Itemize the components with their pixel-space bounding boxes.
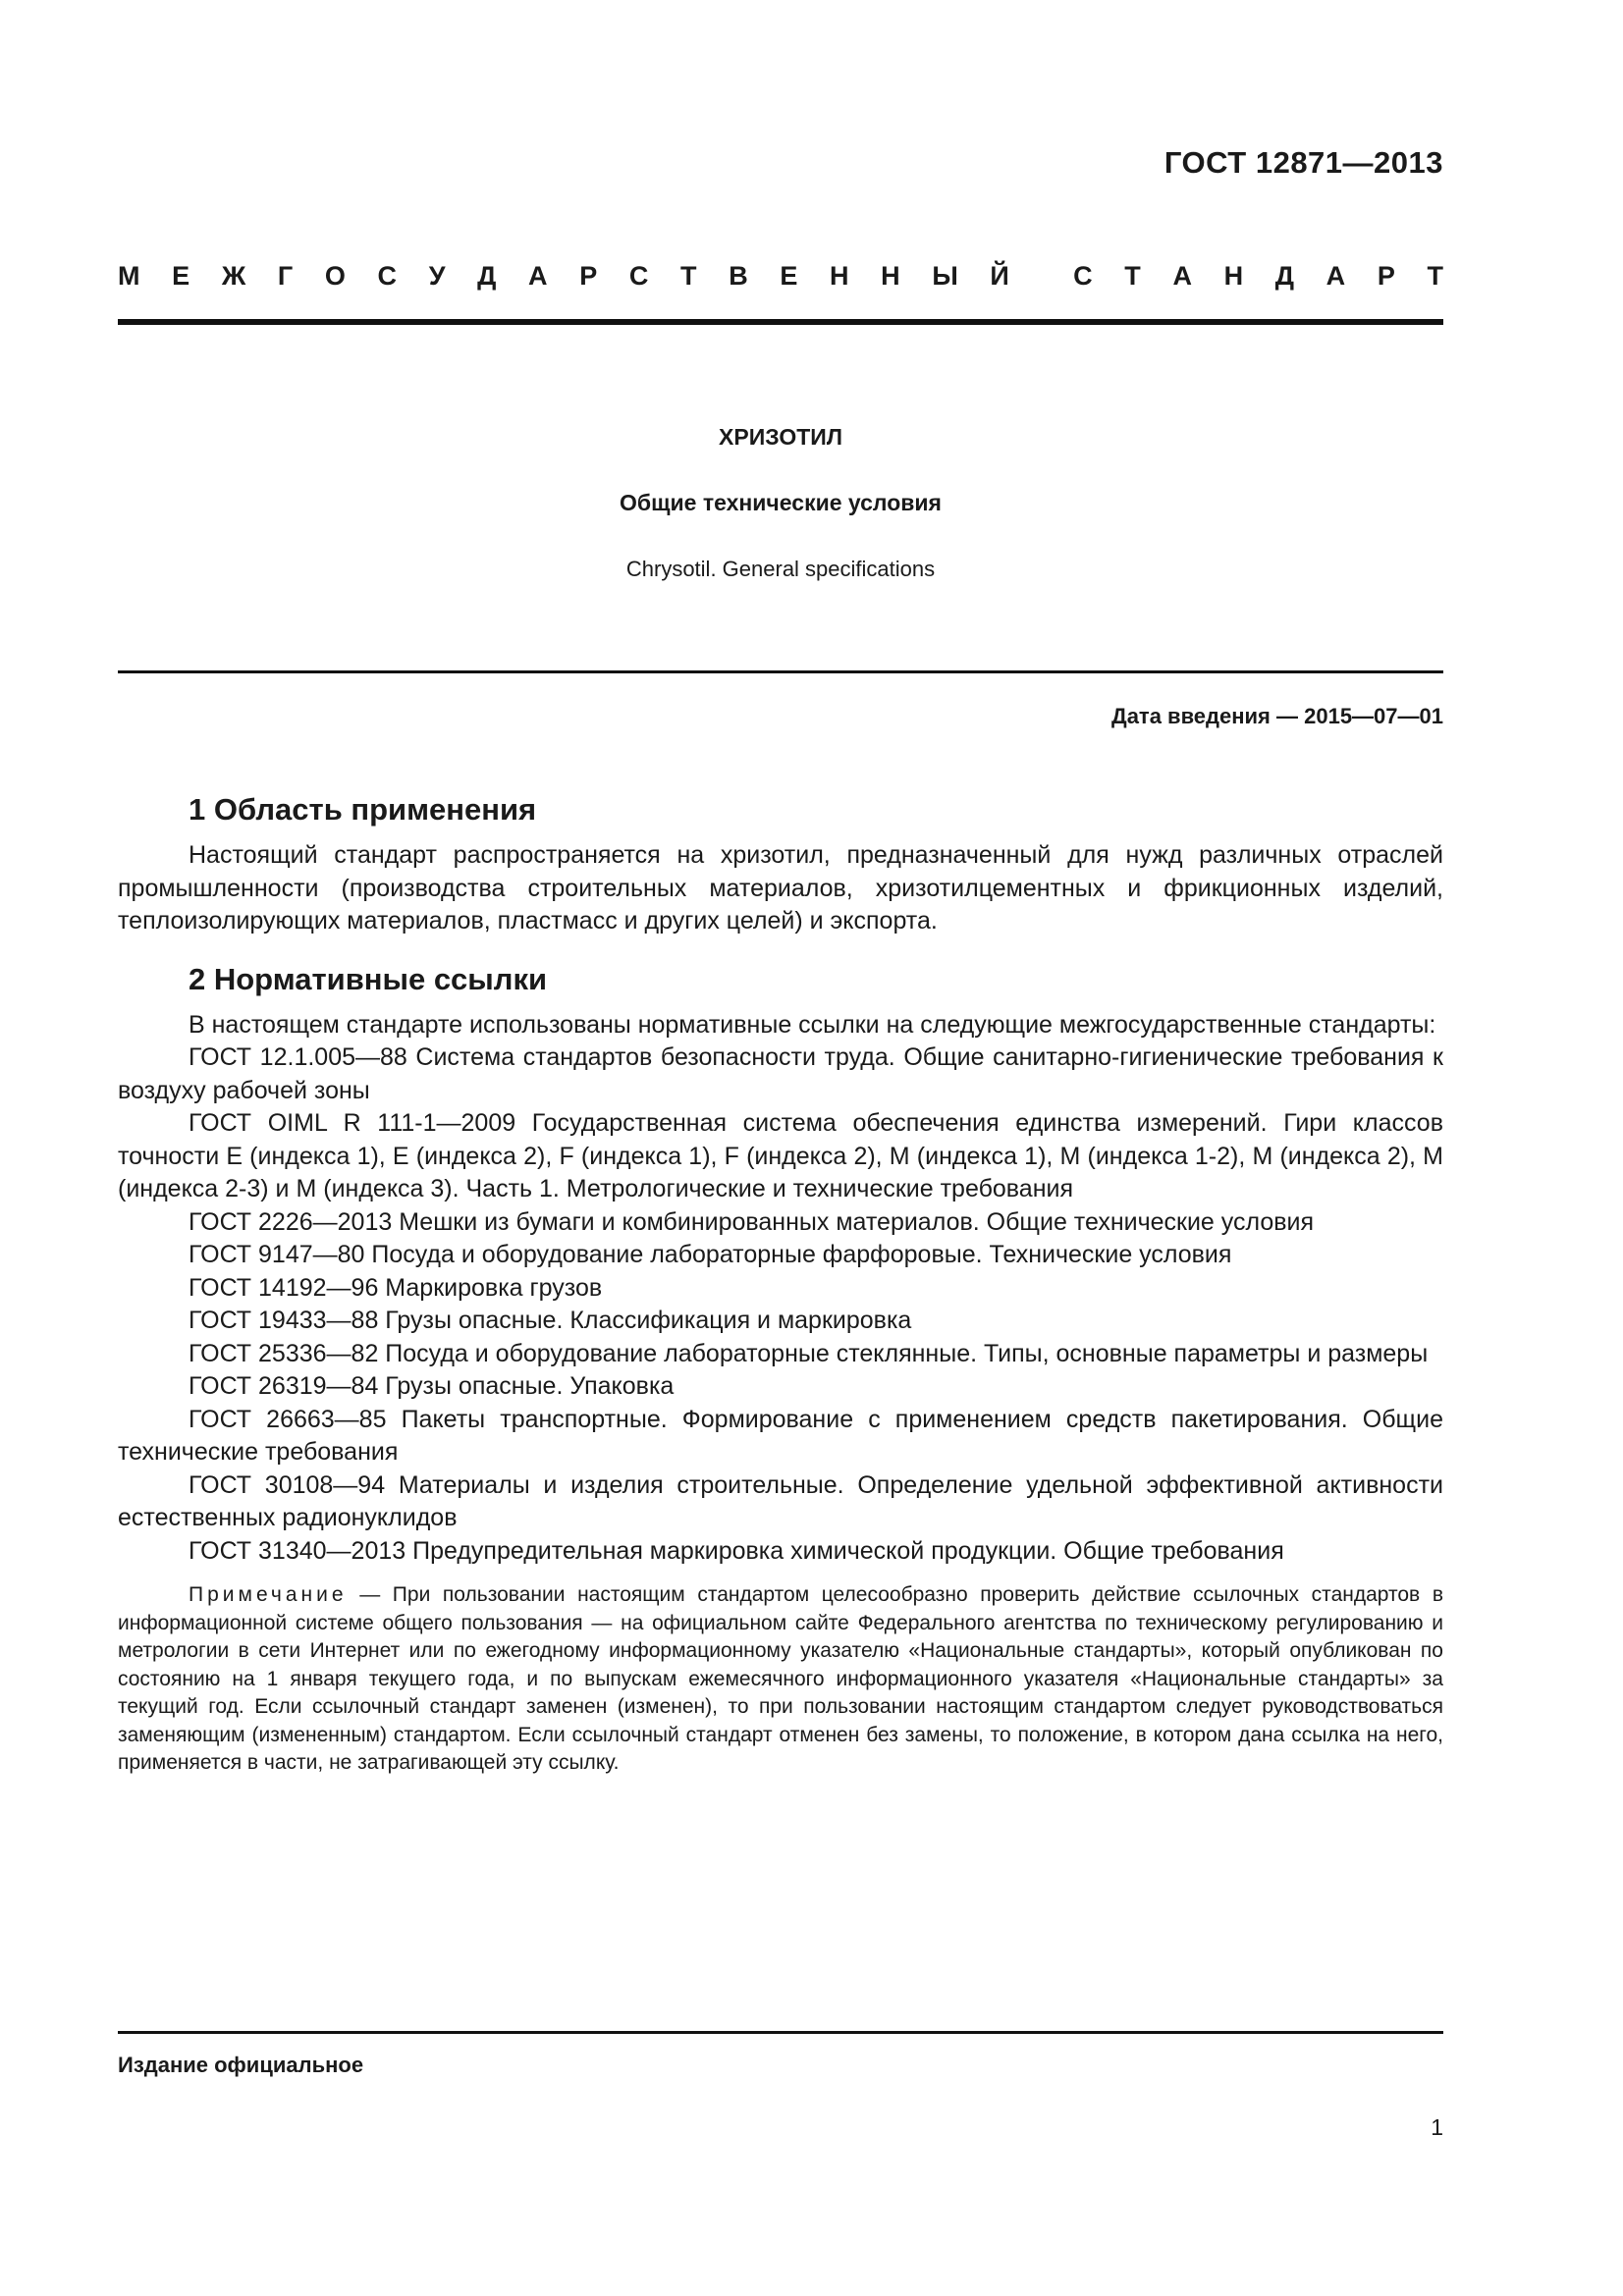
reference-item: ГОСТ 12.1.005—88 Система стандартов безопасности труда. Общие санитарно-гигиенические требования к воздуху рабочей зоны: [118, 1043, 1443, 1104]
header-divider: [118, 319, 1443, 325]
document-title-english: Chrysotil. General specifications: [625, 557, 936, 581]
banner-letter: В: [729, 261, 748, 291]
banner-letter: С: [377, 261, 398, 291]
banner-letter: А: [528, 261, 548, 291]
footer-divider: [118, 2031, 1443, 2034]
banner-letter: Е: [172, 261, 190, 291]
gost-identifier: ГОСТ 12871—2013: [1163, 145, 1443, 180]
banner-letter: М: [118, 261, 140, 291]
banner-letter: Д: [477, 261, 497, 291]
introduction-date: Дата введения — 2015—07—01: [1111, 704, 1443, 728]
banner-letter: Т: [1427, 261, 1443, 291]
references-note: [118, 1581, 1443, 1778]
banner-letter: Н: [830, 261, 849, 291]
official-edition-label: Издание официальное: [118, 2053, 364, 2077]
document-title: ХРИЗОТИЛ: [719, 424, 842, 450]
interstate-standard-banner: [118, 261, 1443, 291]
banner-letter: С: [628, 261, 649, 291]
banner-letter: Р: [1377, 261, 1395, 291]
banner-letter: Г: [277, 261, 294, 291]
references-intro: В настоящем стандарте использованы нормативные ссылки на следующие межгосударственные стандарты:: [189, 1010, 1436, 1039]
banner-letter: Д: [1274, 261, 1295, 291]
banner-letter: Ы: [932, 261, 958, 291]
document-subtitle: Общие технические условия: [620, 490, 942, 515]
banner-letter: С: [1073, 261, 1093, 291]
banner-letter: Е: [780, 261, 798, 291]
banner-letter: Н: [881, 261, 900, 291]
title-divider: [118, 670, 1443, 673]
section-heading-scope: 1 Область применения: [189, 792, 537, 827]
banner-letter: Т: [1124, 261, 1141, 291]
reference-item: ГОСТ 14192—96 Маркировка грузов: [189, 1273, 603, 1302]
reference-item: ГОСТ 30108—94 Материалы и изделия строительные. Определение удельной эффективной активности естественных радионуклидов: [118, 1470, 1443, 1531]
reference-item: ГОСТ 26663—85 Пакеты транспортные. Формирование с применением средств пакетирования. Общие технические требования: [118, 1405, 1443, 1466]
page-number: 1: [1431, 2114, 1443, 2140]
banner-letter: Н: [1223, 261, 1244, 291]
reference-item: ГОСТ 19433—88 Грузы опасные. Классификация и маркировка: [189, 1307, 912, 1334]
note-text: — При пользовании настоящим стандартом целесообразно проверить действие ссылочных стандартов в информационной системе общего пользования — на официальном сайте Федерального агентства по техническому регулированию и метрологии в сети Интернет или по ежегодному информационному указателю «Национальные стандарты», который опубликован по состоянию на 1 января текущего года, и по выпускам ежемесячного информационного указателя «Национальные стандарты» за текущий год. Если ссылочный стандарт заменен (изменен), то при пользовании настоящим стандартом следует руководствоваться заменяющим (измененным) стандартом. Если ссылочный стандарт отменен без замены, то положение, в котором дана ссылка на него, применяется в части, не затрагивающей эту ссылку.: [118, 1583, 1443, 1774]
section-heading-normative-references: 2 Нормативные ссылки: [189, 961, 548, 996]
reference-item: ГОСТ 31340—2013 Предупредительная маркировка химической продукции. Общие требования: [189, 1536, 1284, 1565]
section-paragraph-scope: Настоящий стандарт распространяется на хризотил, предназначенный для нужд различных отраслей промышленности (производства строительных материалов, хризотилцементных и фрикционных изделий, теплоизолирующих материалов, пластмасс и других целей) и экспорта.: [118, 841, 1443, 934]
banner-letter: У: [428, 261, 446, 291]
reference-item: ГОСТ 25336—82 Посуда и оборудование лабораторные стеклянные. Типы, основные параметры и размеры: [189, 1339, 1429, 1367]
banner-letter: Ж: [221, 261, 246, 291]
banner-letter: А: [1172, 261, 1192, 291]
note-label: Примечание: [189, 1583, 348, 1606]
document-body: [118, 788, 1443, 1778]
reference-item: ГОСТ 26319—84 Грузы опасные. Упаковка: [189, 1372, 675, 1400]
banner-letter: Т: [680, 261, 697, 291]
reference-item: ГОСТ 2226—2013 Мешки из бумаги и комбинированных материалов. Общие технические условия: [189, 1207, 1315, 1236]
reference-item: ГОСТ OIML R 111-1—2009 Государственная система обеспечения единства измерений. Гири классов точности E (индекса 1), E (индекса 2), F (индекса 1), F (индекса 2), M (индекса 1), M (индекса 1-2), M (индекса 2), M (индекса 2-3) и M (индекса 3). Часть 1. Метрологические и технические требования: [118, 1109, 1443, 1202]
banner-letter: Й: [990, 261, 1009, 291]
banner-letter: А: [1325, 261, 1346, 291]
banner-letter: О: [324, 261, 346, 291]
banner-letter: Р: [579, 261, 598, 291]
reference-item: ГОСТ 9147—80 Посуда и оборудование лабораторные фарфоровые. Технические условия: [189, 1241, 1232, 1268]
